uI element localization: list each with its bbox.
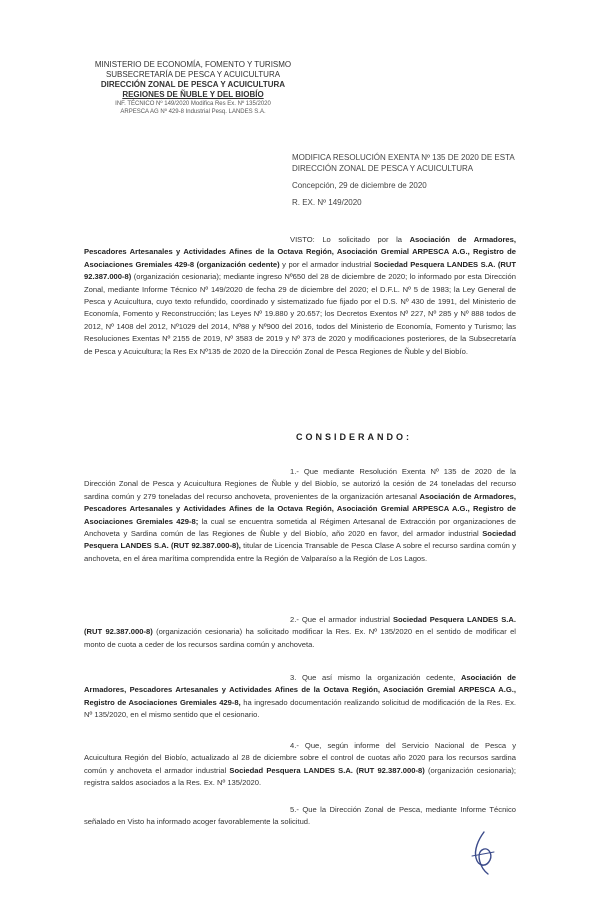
technical-report-line: INF. TÉCNICO Nº 149/2020 Modifica Res Ex. Nº 135/2020 [115,101,271,107]
considerando-1: 1.- Que mediante Resolución Exenta Nº 135 de 2020 de la Dirección Zonal de Pesca y Acuicultura Regiones de Ñuble y del Biobío, se autorizó la cesión de 24 toneladas del recurso sardina común y 279 toneladas del recurso anchoveta, provenientes de la organización artesanal Asociación de Armadores, Pescadores Artesanales y Actividades Afines de la Octava Región, Asociación Gremial ARPESCA A.G., Registro de Asociaciones Gremiales 429-8; la cual se encuentra sometida al Régimen Artesanal de Extracción por organizaciones de Anchoveta y Sardina común de las Regiones de Ñuble y del Biobío, año 2020 en favor, del armador industrial Sociedad Pesquera LANDES S.A. (RUT 92.387.000-8), titular de Licencia Transable de Pesca Clase A sobre el recurso sardina común y anchoveta, en el área marítima comprendida entre la Región de Valparaíso a la Región de Los Lagos. [84,467,516,563]
cesionaria-company: Sociedad Pesquera LANDES S.A. (RUT 92.387.000-8) [84,259,516,282]
letterhead [88,60,298,116]
organization-line: ARPESCA AG Nº 429-8 Industrial Pesq. LANDES S.A. [120,109,266,115]
signature-mark [462,828,502,878]
visto-lead: VISTO: [290,235,315,244]
resolution-number: R. EX. Nº 149/2020 [292,198,362,207]
place-date: Concepción, 29 de diciembre de 2020 [292,181,427,190]
visto-paragraph: VISTO: Lo solicitado por la Asociación de Armadores, Pescadores Artesanales y Actividades Afines de la Octava Región, Asociación Gremial ARPESCA A.G., Registro de Asociaciones Gremiales 429-8 (organización cedente) y por el armador industrial Sociedad Pesquera LANDES S.A. (RUT 92.387.000-8) (organización cesionaria); mediante ingreso Nº650 del 28 de diciembre de 2020; lo informado por esta Dirección Zonal, mediante Informe Técnico Nº 149/2020 de fecha 29 de diciembre del 2020; el D.F.L. Nº 5 de 1983; la Ley General de Pesca y Acuicultura, cuyo texto refundido, coordinado y sistematizado fue fijado por el D.S. Nº 430 de 1991, del Ministerio de Economía, Fomento y Reconstrucción; las Leyes Nº 19.880 y 20.657; los Decretos Exentos Nº 227, Nº 285 y Nº 888 todos de 2012, Nº 1408 del 2012, Nº1029 del 2014, Nº88 y Nº900 del 2016, todos del Ministerio de Economía, Fomento y Turismo; las Resoluciones Exentas Nº 2155 de 2019, Nº 3583 de 2019 y Nº 373 de 2020 y modificaciones posteriores, de la Subsecretaría de Pesca y Acuicultura; la Res Ex Nº135 de 2020 de la Dirección Zonal de Pesca Regiones de Ñuble y del Biobío. [84,235,516,356]
resolution-title: MODIFICA RESOLUCIÓN EXENTA Nº 135 DE 2020 DE ESTA DIRECCIÓN ZONAL DE PESCA Y ACUICULTURA [292,153,515,173]
considerando-5: 5.- Que la Dirección Zonal de Pesca, mediante Informe Técnico señalado en Visto ha informado acoger favorablemente la solicitud. [84,805,516,827]
considerando-4: 4.- Que, según informe del Servicio Nacional de Pesca y Acuicultura Región del Biobío, actualizado al 28 de diciembre sobre el control de cuotas año 2020 para los recursos sardina común y anchoveta el armador industrial Sociedad Pesquera LANDES S.A. (RUT 92.387.000-8) (organización cesionaria); registra saldos asociados a la Res. Ex. Nº 135/2020. [84,741,516,788]
considerando-2: 2.- Que el armador industrial Sociedad Pesquera LANDES S.A. (RUT 92.387.000-8) (organización cesionaria) ha solicitado modificar la Res. Ex. Nº 135/2020 en el sentido de modificar el monto de cuota a ceder de los recursos sardina común y anchoveta. [84,615,516,649]
zonal-direction-line: DIRECCIÓN ZONAL DE PESCA Y ACUICULTURA [100,80,286,89]
considerando-heading: CONSIDERANDO: [296,432,413,442]
cedente-organization: Asociación de Armadores, Pescadores Artesanales y Actividades Afines de la Octava Región, Asociación Gremial ARPESCA A.G., Registro de Asociaciones Gremiales 429-8 (organización cedente) [84,235,516,269]
subsecretary-line: SUBSECRETARÍA DE PESCA Y ACUICULTURA [105,70,281,79]
considerando-3: 3. Que así mismo la organización cedente, Asociación de Armadores, Pescadores Artesanales y Actividades Afines de la Octava Región, Asociación Gremial ARPESCA A.G., Registro de Asociaciones Gremiales 429-8, ha ingresado documentación realizando solicitud de modificación de la Res. Ex. Nº 135/2020, en el mismo sentido que el cesionario. [84,673,516,720]
ministry-line: MINISTERIO DE ECONOMÍA, FOMENTO Y TURISMO [94,60,292,69]
regions-line: REGIONES DE ÑUBLE Y DEL BIOBÍO [122,90,264,99]
